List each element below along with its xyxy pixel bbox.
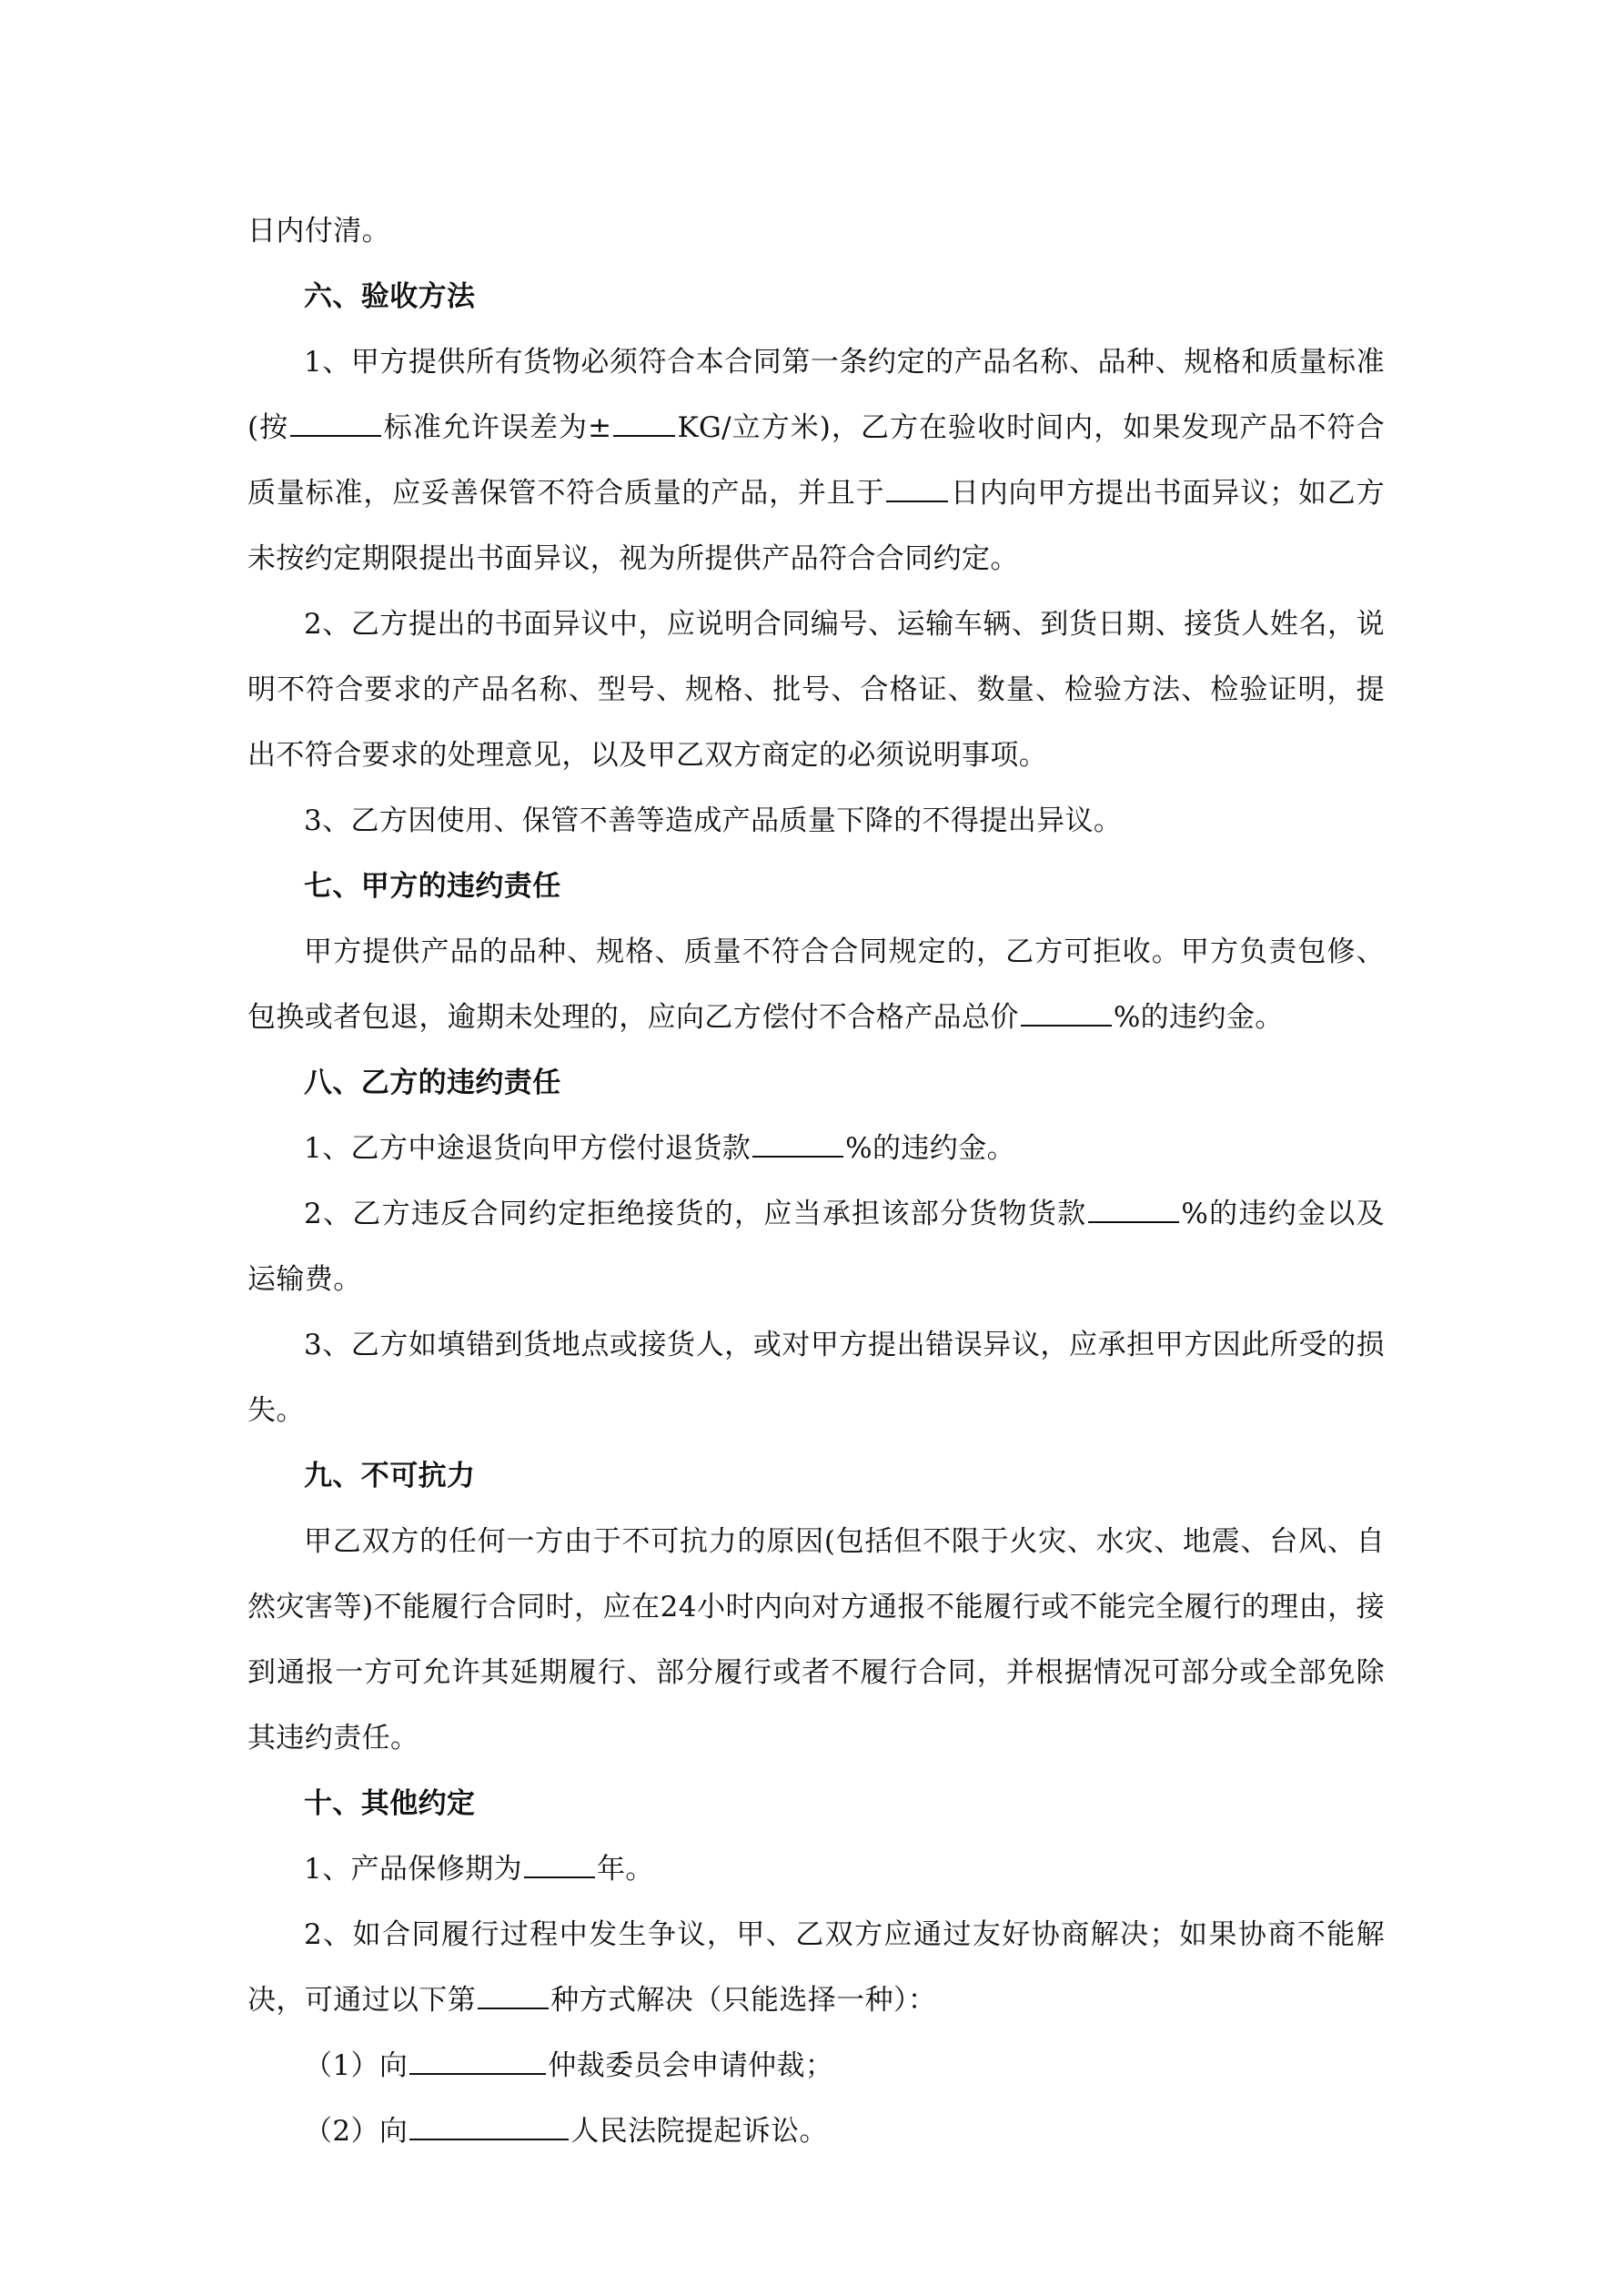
- clause-6-2: 2、乙方提出的书面异议中，应说明合同编号、运输车辆、到货日期、接货人姓名，说明不符合要求的产品名称、型号、规格、批号、合格证、数量、检验方法、检验证明，提出不符合要求的处理意见，以及甲乙双方商定的必须说明事项。: [247, 608, 1385, 772]
- blank-tolerance[interactable]: [613, 408, 675, 437]
- text: 年。: [596, 1853, 654, 1886]
- clause-7: [247, 919, 1385, 1050]
- blank-arbitration-committee[interactable]: [409, 2046, 546, 2075]
- blank-refuse-percent[interactable]: [1088, 1194, 1179, 1223]
- clause-10-1: [247, 1836, 1385, 1902]
- text: （2）向: [304, 2115, 409, 2148]
- text: %的违约金以及运输费。: [247, 1198, 1385, 1296]
- section-heading-8: 八、乙方的违约责任: [304, 1067, 561, 1099]
- text: 2、乙方违反合同约定拒绝接货的，应当承担该部分货物货款: [304, 1198, 1087, 1230]
- option-arbitration: [247, 2033, 1385, 2099]
- section-heading-7: 七、甲方的违约责任: [304, 870, 561, 903]
- text: 甲方提供产品的品种、规格、质量不符合合同规定的，乙方可拒收。甲方负责包修、包换或者包退，逾期未处理的，应向乙方偿付不合格产品总价: [247, 936, 1385, 1034]
- blank-penalty-percent[interactable]: [1021, 997, 1112, 1027]
- text: 仲裁委员会申请仲裁；: [548, 2049, 834, 2082]
- contract-page: [247, 198, 1385, 2164]
- blank-days[interactable]: [886, 473, 948, 502]
- clause-8-2: [247, 1181, 1385, 1312]
- blank-method-number[interactable]: [478, 1980, 549, 2009]
- option-litigation: [247, 2099, 1385, 2164]
- paragraph-continuation: [247, 198, 1385, 264]
- text: 日内向甲方提出书面异议；如乙方未按约定期限提出书面异议，视为所提供产品符合合同约定。: [247, 477, 1385, 575]
- text: 1、甲方提供所有货物必须符合本合同第一条约定的产品名称、品种、规格和质量标准(按: [247, 346, 1385, 444]
- section-heading-6: 六、验收方法: [304, 280, 476, 313]
- clause-8-1: [247, 1116, 1385, 1181]
- text: 种方式解决（只能选择一种）：: [550, 1984, 937, 2017]
- clause-8-3: 3、乙方如填错到货地点或接货人，或对甲方提出错误异议，应承担甲方因此所受的损失。: [247, 1329, 1385, 1427]
- text: 1、产品保修期为: [304, 1853, 522, 1886]
- text: %的违约金。: [1113, 1001, 1284, 1034]
- text: 人民法院提起诉讼。: [570, 2115, 828, 2148]
- text: KG/立方米)，乙方在验收时间内，如果发现产品不符合质量标准，应妥善保管不符合质量的产品，并且于: [247, 411, 1385, 510]
- clause-6-1: [247, 329, 1385, 592]
- text: 1、乙方中途退货向甲方偿付退货款: [304, 1132, 751, 1165]
- section-heading-10: 十、其他约定: [304, 1787, 476, 1820]
- clause-6-3: 3、乙方因使用、保管不善等造成产品质量下降的不得提出异议。: [304, 804, 1123, 837]
- blank-standard[interactable]: [290, 408, 381, 437]
- text: %的违约金。: [845, 1132, 1015, 1165]
- blank-warranty-years[interactable]: [524, 1849, 595, 1878]
- clause-10-2: [247, 1902, 1385, 2033]
- text: 标准允许误差为±: [383, 411, 612, 444]
- text: （1）向: [304, 2049, 409, 2082]
- clause-9: 甲乙双方的任何一方由于不可抗力的原因(包括但不限于火灾、水灾、地震、台风、自然灾害等)不能履行合同时，应在24小时内向对方通报不能履行或不能完全履行的理由，接到通报一方可允许其延期履行、部分履行或者不履行合同，并根据情况可部分或全部免除其违约责任。: [247, 1525, 1385, 1755]
- text: 日内付清。: [247, 215, 390, 248]
- blank-return-percent[interactable]: [752, 1128, 843, 1158]
- text: 2、如合同履行过程中发生争议，甲、乙双方应通过友好协商解决；如果协商不能解决，可通过以下第: [247, 1918, 1385, 2017]
- section-heading-9: 九、不可抗力: [304, 1460, 476, 1492]
- blank-court-name[interactable]: [409, 2111, 569, 2140]
